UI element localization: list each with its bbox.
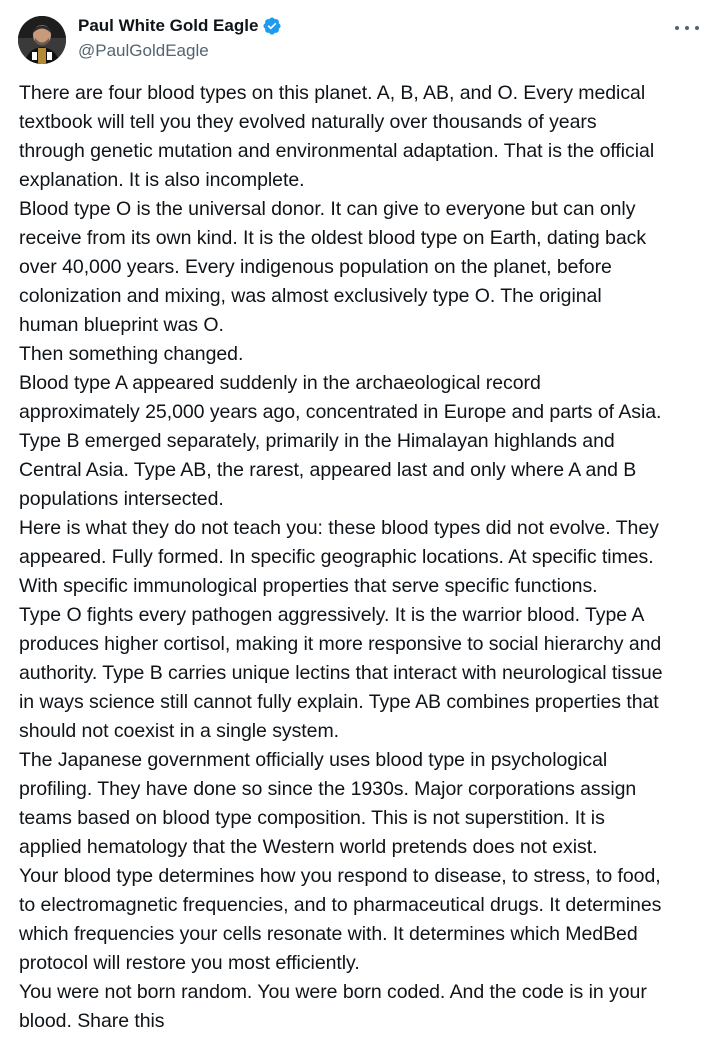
tweet-paragraph: Your blood type determines how you respond to disease, to stress, to food, to electromagnetic frequencies, and to pharmaceutical drugs. It determines which frequencies your cells resonate with. It determines which MedBed protocol will restore you most efficiently. (19, 865, 662, 974)
tweet-paragraph: Blood type O is the universal donor. It can give to everyone but can only receive from its own kind. It is the oldest blood type on Earth, dating back over 40,000 years. Every indigenous population on the planet, before colonization and mixing, was almost exclusively type O. The original human blueprint was O. (19, 198, 647, 336)
more-dot (695, 26, 699, 30)
tweet-paragraph: Then something changed. (19, 343, 244, 365)
tweet-text (19, 79, 709, 1036)
tweet-header (18, 14, 703, 64)
tweet-paragraph: Blood type A appeared suddenly in the archaeological record approximately 25,000 years ago, concentrated in Europe and parts of Asia. Type B emerged separately, primarily in the Himalayan highlands and Central Asia. Type AB, the rarest, appeared last and only where A and B populations intersected. (19, 372, 662, 510)
more-dot (675, 26, 679, 30)
display-name[interactable]: Paul White Gold Eagle (78, 16, 259, 35)
more-dot (685, 26, 689, 30)
display-name-row (78, 14, 282, 38)
tweet-paragraph: The Japanese government officially uses blood type in psychological profiling. They have done so since the 1930s. Major corporations assign teams based on blood type composition. This is not superstition. It is applied hematology that the Western world pretends does not exist. (19, 749, 637, 858)
tweet-paragraph: Here is what they do not teach you: these blood types did not evolve. They appeared. Fully formed. In specific geographic locations. At specific times. With specific immunological properties that serve specific functions. (19, 517, 659, 597)
handle[interactable]: @PaulGoldEagle (78, 41, 209, 60)
author-names (78, 14, 282, 63)
avatar[interactable] (18, 16, 66, 64)
tweet-paragraph: You were not born random. You were born coded. And the code is in your blood. Share this (19, 981, 647, 1032)
avatar-image (18, 16, 66, 64)
more-horizontal-icon[interactable] (675, 20, 699, 36)
tweet-paragraph: There are four blood types on this planet. A, B, AB, and O. Every medical textbook will tell you they evolved naturally over thousands of years through genetic mutation and environmental adaptation. That is the official explanation. It is also incomplete. (19, 82, 655, 191)
tweet-paragraph: Type O fights every pathogen aggressively. It is the warrior blood. Type A produces higher cortisol, making it more responsive to social hierarchy and authority. Type B carries unique lectins that interact with neurological tissue in ways science still cannot fully explain. Type AB combines properties that should not coexist in a single system. (19, 604, 663, 742)
verified-badge-icon (262, 16, 282, 36)
